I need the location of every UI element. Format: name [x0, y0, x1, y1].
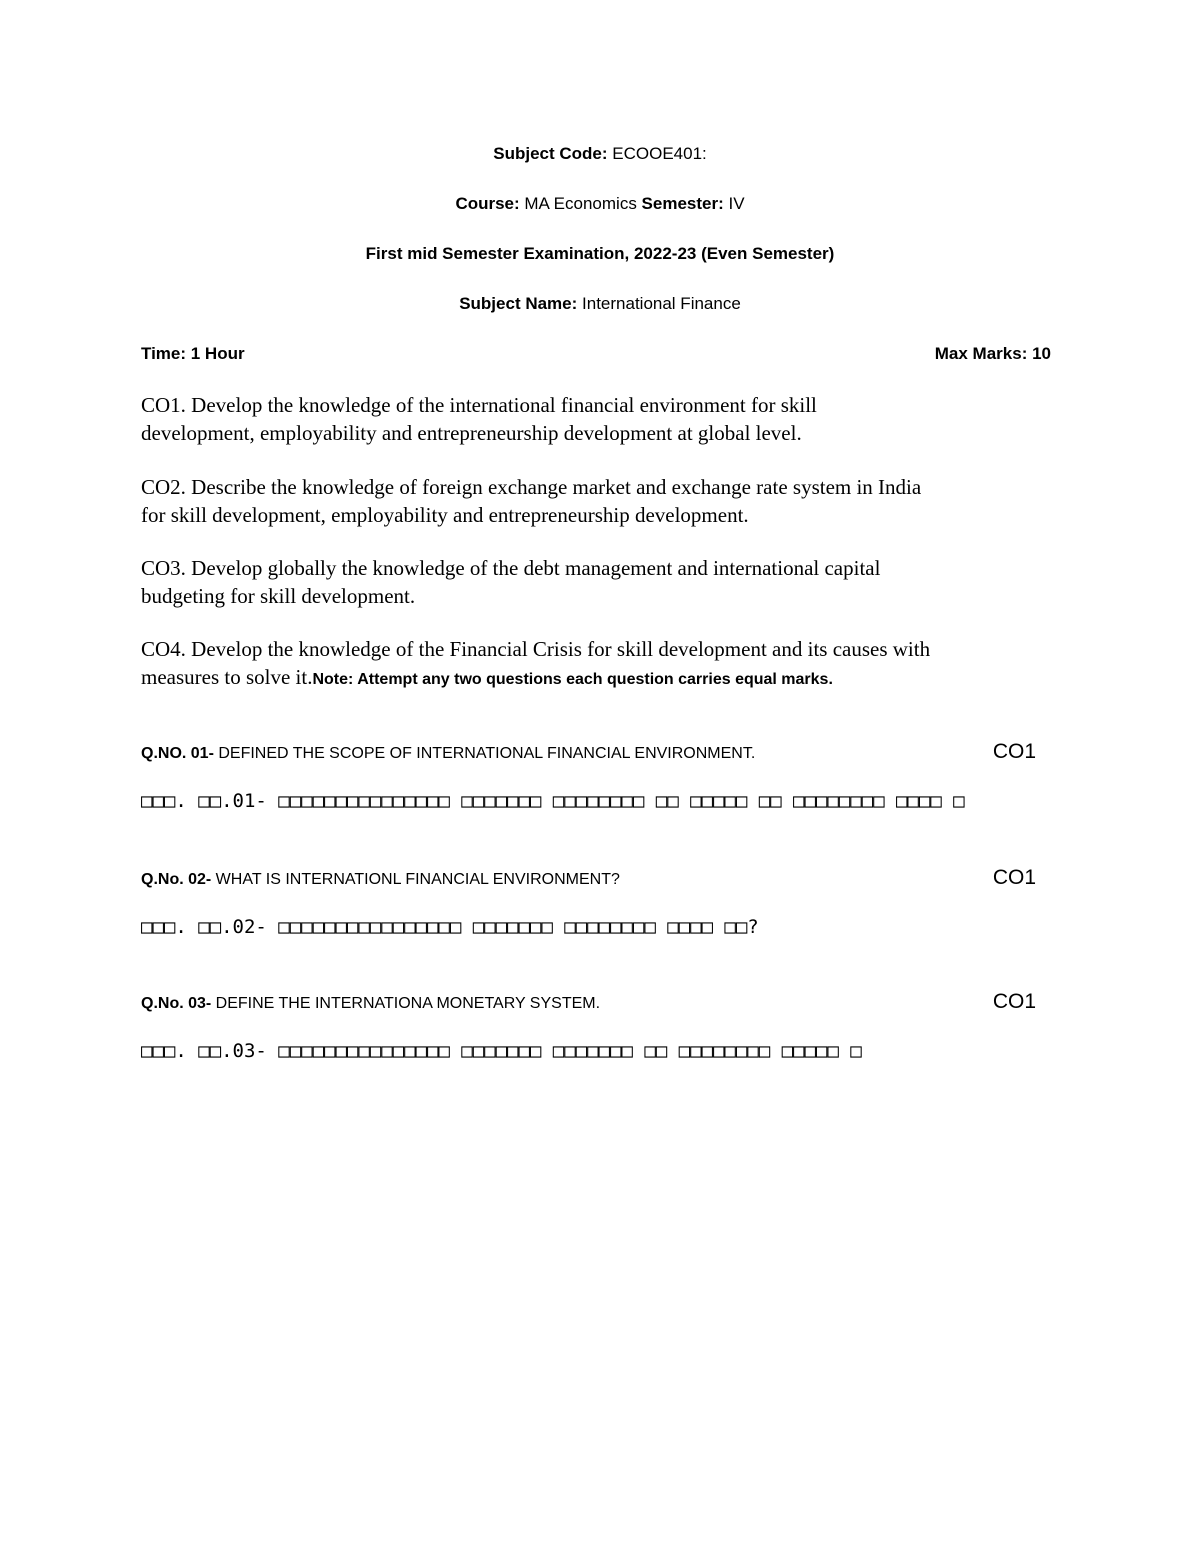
co2-line1: CO2. Describe the knowledge of foreign exchange market and exchange rate system in India: [141, 475, 922, 499]
note: [312, 671, 832, 688]
course-value: MA Economics: [519, 194, 642, 213]
question-text-wrap: [141, 745, 755, 763]
note-text: Attempt any two questions each question carries equal marks.: [353, 671, 833, 688]
question-hindi-text: □□□. □□.02- □□□□□□□□□□□□□□□□ □□□□□□□ □□□□□□□□ □□□□ □□?: [141, 916, 759, 938]
question-text: DEFINE THE INTERNATIONA MONETARY SYSTEM.: [211, 995, 601, 1012]
semester-value: IV: [723, 194, 745, 213]
question-text-wrap: [141, 871, 620, 889]
co3-line1: CO3. Develop globally the knowledge of the debt management and international capital: [141, 556, 881, 580]
subject-code-line: [0, 144, 1200, 164]
question-co-tag: CO1: [992, 866, 1036, 889]
time-marks-row: [141, 344, 1051, 364]
course-outcome-co4: [141, 635, 1041, 694]
question-co-tag: CO1: [992, 990, 1036, 1013]
question-co-tag: CO1: [992, 740, 1036, 763]
co2-line2: for skill development, employability and entrepreneurship development.: [141, 503, 749, 527]
co1-line2: development, employability and entrepreneurship development at global level.: [141, 421, 802, 445]
course-outcome-co1: [141, 391, 1041, 447]
subject-code-value: ECOOE401:: [607, 144, 707, 163]
exam-title: First mid Semester Examination, 2022-23 (Even Semester): [365, 244, 835, 263]
question-label: Q.No. 03-: [141, 995, 212, 1012]
co4-line1: CO4. Develop the knowledge of the Financial Crisis for skill development and its causes with: [141, 637, 931, 661]
question-hindi-text: □□□. □□.01- □□□□□□□□□□□□□□□ □□□□□□□ □□□□□□□□ □□ □□□□□ □□ □□□□□□□□ □□□□ □: [141, 790, 965, 812]
note-label: Note:: [312, 671, 354, 688]
co4-line2-text: measures to solve it.: [141, 665, 313, 689]
semester-label: Semester:: [641, 194, 724, 213]
co3-line2: budgeting for skill development.: [141, 584, 416, 608]
question-label: Q.NO. 01-: [141, 745, 214, 762]
course-outcome-co3: [141, 554, 1041, 610]
max-marks-label: Max Marks: 10: [934, 344, 1051, 363]
question-hindi-text: □□□. □□.03- □□□□□□□□□□□□□□□ □□□□□□□ □□□□□□□ □□ □□□□□□□□ □□□□□ □: [141, 1040, 862, 1062]
time-label: Time: 1 Hour: [141, 344, 245, 363]
course-line: [0, 194, 1200, 214]
co1-line1: CO1. Develop the knowledge of the international financial environment for skill: [141, 393, 817, 417]
question-text: DEFINED THE SCOPE OF INTERNATIONAL FINANCIAL ENVIRONMENT.: [213, 745, 756, 762]
question-text: WHAT IS INTERNATIONL FINANCIAL ENVIRONMENT?: [211, 871, 620, 888]
course-label: Course:: [455, 194, 520, 213]
subject-name-line: [0, 294, 1200, 314]
question-label: Q.No. 02-: [141, 871, 212, 888]
question-row: [141, 990, 1036, 1014]
course-outcome-co2: [141, 473, 1041, 529]
question-row: [141, 866, 1036, 890]
subject-code-label: Subject Code:: [493, 144, 608, 163]
question-text-wrap: [141, 995, 600, 1013]
subject-name-label: Subject Name:: [459, 294, 578, 313]
subject-name-value: International Finance: [577, 294, 741, 313]
question-row: [141, 740, 1036, 764]
co4-line2: [141, 663, 1041, 694]
